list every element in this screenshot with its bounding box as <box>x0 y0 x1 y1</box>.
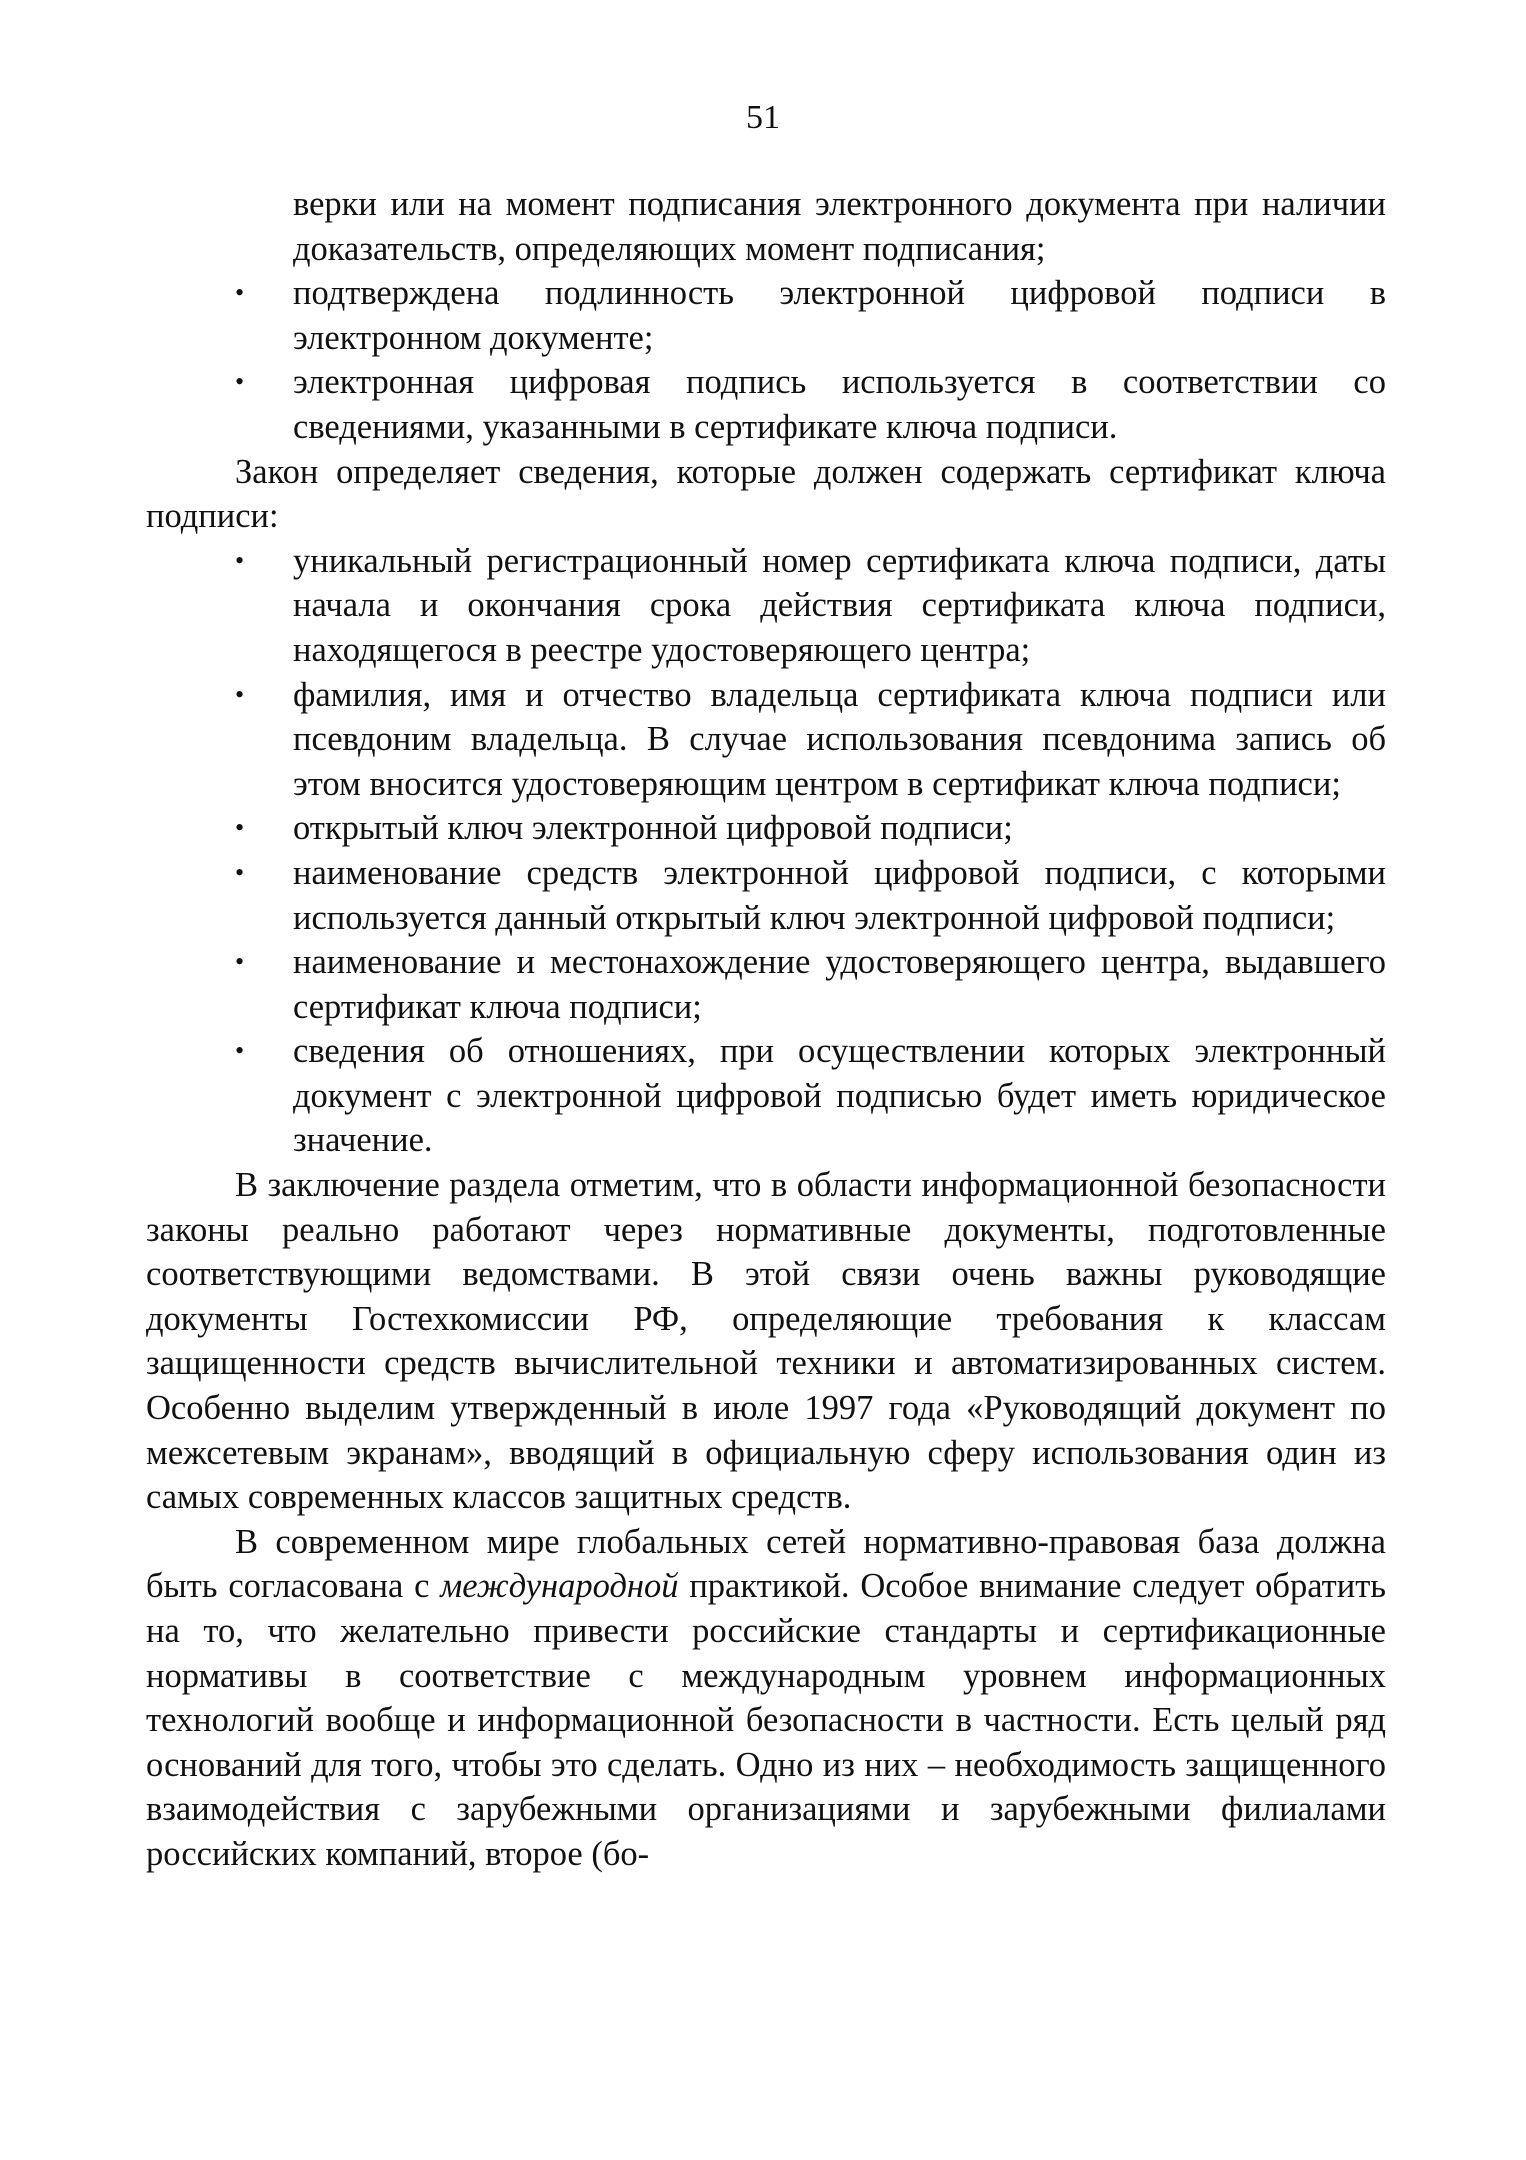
paragraph: В заключение раздела отметим, что в области информационной безопасности законы реально работают через нормативные документы, подготовленные соответствующими ведомствами. В этой связи очень важны руководящие документы Гостехкомиссии РФ, определяющие требования к классам защищенности средств вычислительной техники и автоматизированных систем. Особенно выделим утвержденный в июле 1997 года «Руководящий документ по межсетевым экранам», вводящий в официальную сферу использования один из самых современных классов защитных средств. <box>146 1166 1386 1517</box>
list-item: • наименование и местонахождение удостоверяющего центра, выдавшего сертификат ключа подписи; <box>146 940 1386 1029</box>
bullet-icon: • <box>235 857 245 887</box>
bullet-icon: • <box>235 813 245 843</box>
list-item: • наименование средств электронной цифровой подписи, с которыми используется данный открытый ключ электронной цифровой подписи; <box>146 851 1386 940</box>
list-item: • фамилия, имя и отчество владельца сертификата ключа подписи или псевдоним владельца. В случае использования псевдонима запись об этом вносится удостоверяющим центром в сертификат ключа подписи; <box>146 673 1386 807</box>
list-item: • электронная цифровая подпись используется в соответствии со сведениями, указанными в сертификате ключа подписи. <box>146 360 1386 449</box>
paragraph: В современном мире глобальных сетей нормативно-правовая база должна быть согласована с международной практикой. Особое внимание следует обратить на то, что желательно привести российские стандарты и сертификационные нормативы в соответствие с международным уровнем информационных технологий вообще и информационной безопасности в частности. Есть целый ряд оснований для того, чтобы это сделать. Одно из них – необходимость защищенного взаимодействия с зарубежными организациями и зарубежными филиалами российских компаний, второе (бо- <box>146 1522 1386 1873</box>
continued-list-item: верки или на момент подписания электронного документа при наличии доказательств, определяющих момент подписания; <box>293 185 1386 268</box>
bullet-icon: • <box>235 1036 245 1066</box>
page-number: 51 <box>746 99 780 136</box>
emphasis: международной <box>440 1567 679 1606</box>
list-item: • открытый ключ электронной цифровой подписи; <box>146 806 1386 851</box>
bullet-icon: • <box>235 367 245 397</box>
list-item: • подтверждена подлинность электронной цифровой подписи в электронном документе; <box>146 271 1386 360</box>
list-item: • уникальный регистрационный номер сертификата ключа подписи, даты начала и окончания срока действия сертификата ключа подписи, находящегося в реестре удостоверяющего центра; <box>146 539 1386 673</box>
validity-conditions-list <box>146 271 1386 449</box>
list-item: • сведения об отношениях, при осуществлении которых электронный документ с электронной цифровой подписью будет иметь юридическое значение. <box>146 1029 1386 1163</box>
bullet-icon: • <box>235 545 245 575</box>
bullet-icon: • <box>235 278 245 308</box>
bullet-icon: • <box>235 947 245 977</box>
certificate-contents-list <box>146 539 1386 1163</box>
paragraph: Закон определяет сведения, которые должен содержать сертификат ключа подписи: <box>146 452 1386 536</box>
bullet-icon: • <box>235 679 245 709</box>
page-body <box>146 182 1386 1877</box>
